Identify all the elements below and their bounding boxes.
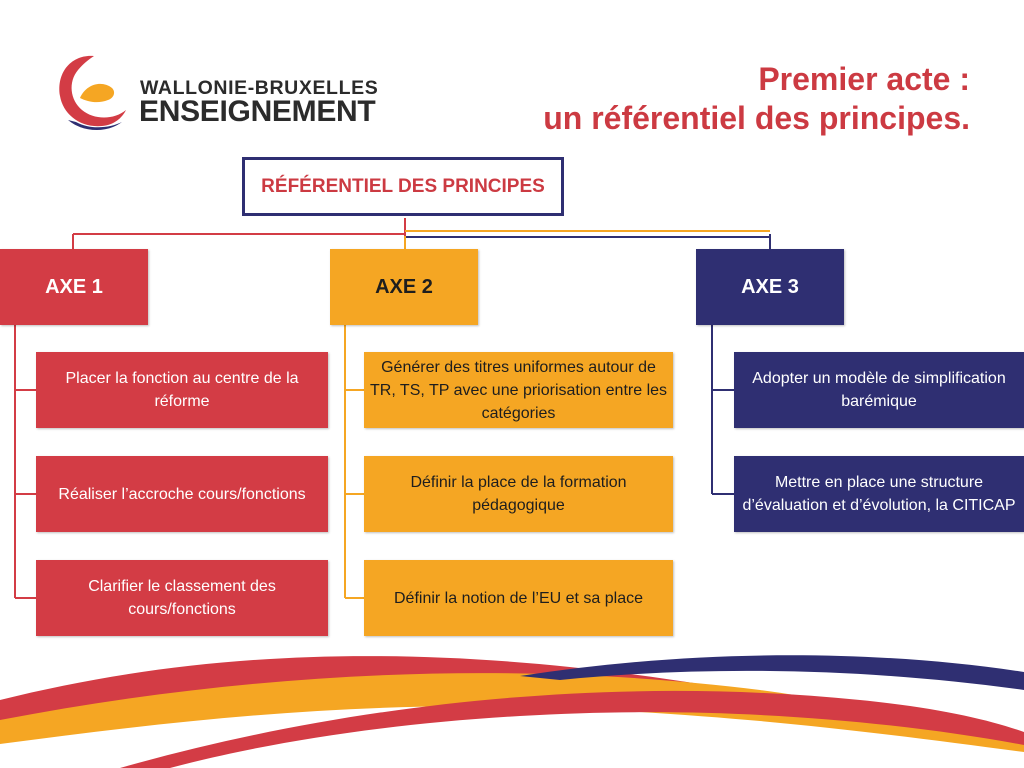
axis-1-item-3: Clarifier le classement des cours/fonctions xyxy=(36,560,328,636)
axis-3-header: AXE 3 xyxy=(696,249,844,325)
root-node: RÉFÉRENTIEL DES PRINCIPES xyxy=(242,157,564,216)
axis-3-item-1: Adopter un modèle de simplification barémique xyxy=(734,352,1024,428)
logo-text-line2: ENSEIGNEMENT xyxy=(139,95,376,128)
axis-1-header: AXE 1 xyxy=(0,249,148,325)
slide-title-line1: Premier acte : xyxy=(758,61,970,97)
axis-2-item-1: Générer des titres uniformes autour de TR, TS, TP avec une priorisation entre les catégories xyxy=(364,352,673,428)
logo-text-line1: WALLONIE-BRUXELLES xyxy=(140,77,379,99)
axis-2-item-3: Définir la notion de l’EU et sa place xyxy=(364,560,673,636)
axis-2-item-2: Définir la place de la formation pédagogique xyxy=(364,456,673,532)
axis-1-item-1: Placer la fonction au centre de la réforme xyxy=(36,352,328,428)
slide-title-line2: un référentiel des principes. xyxy=(543,100,970,136)
axis-1-item-2: Réaliser l’accroche cours/fonctions xyxy=(36,456,328,532)
axis-3-item-2: Mettre en place une structure d’évaluation et d’évolution, la CITICAP xyxy=(734,456,1024,532)
axis-2-header: AXE 2 xyxy=(330,249,478,325)
